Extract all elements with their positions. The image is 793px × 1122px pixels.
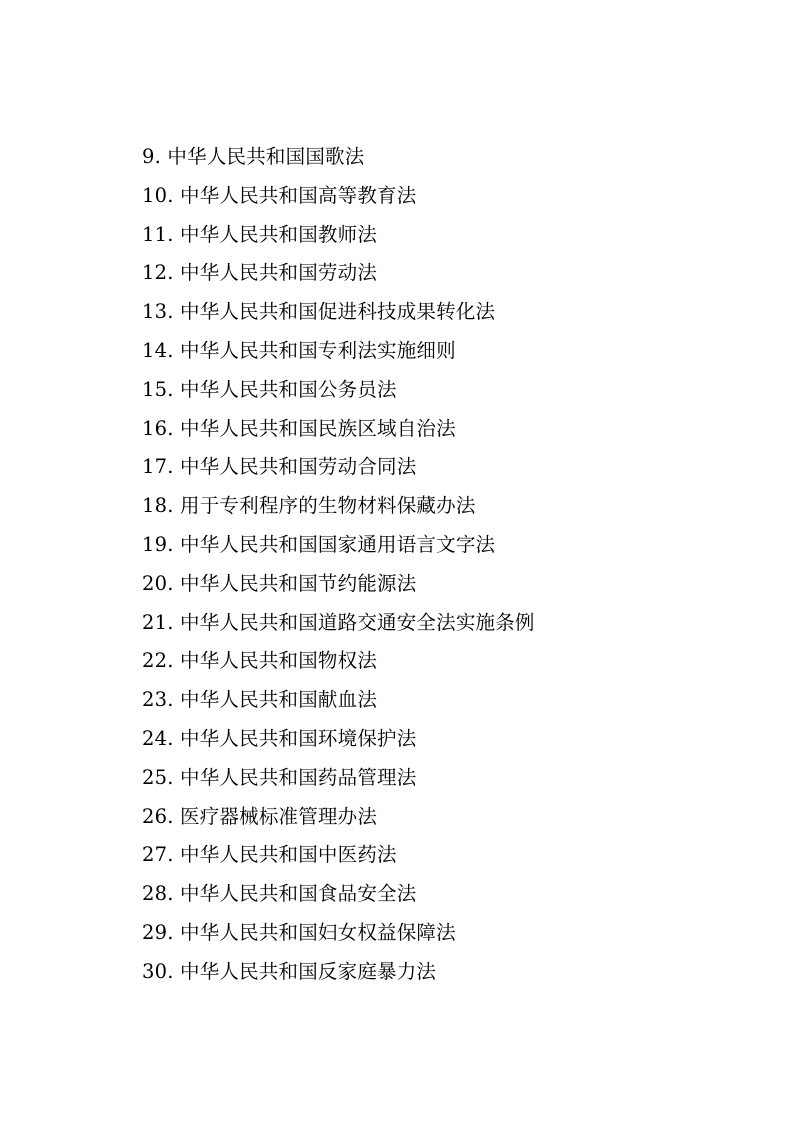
list-item-title: 中华人民共和国国歌法 <box>167 145 365 168</box>
list-item-title: 中华人民共和国劳动法 <box>180 261 378 285</box>
list-item-title: 中华人民共和国中医药法 <box>180 843 397 867</box>
list-item-title: 中华人民共和国物权法 <box>180 649 378 673</box>
list-item-number: 10. <box>142 183 174 207</box>
list-item-title: 中华人民共和国环境保护法 <box>180 726 417 750</box>
list-item <box>142 526 697 565</box>
list-item-title: 中华人民共和国专利法实施细则 <box>180 338 456 362</box>
list-item-title: 中华人民共和国国家通用语言文字法 <box>180 532 496 556</box>
list-item <box>142 216 697 255</box>
list-item-title: 中华人民共和国促进科技成果转化法 <box>180 300 496 324</box>
list-item-number: 13. <box>142 300 174 324</box>
list-item-title: 中华人民共和国妇女权益保障法 <box>180 920 456 944</box>
list-item-number: 27. <box>142 843 174 867</box>
list-item-number: 21. <box>142 610 174 634</box>
list-item-title: 中华人民共和国教师法 <box>180 222 378 246</box>
list-item <box>142 604 697 643</box>
list-item <box>142 565 697 604</box>
list-item-number: 16. <box>142 416 174 440</box>
list-item-title: 医疗器械标准管理办法 <box>180 804 378 828</box>
list-item-number: 26. <box>142 804 174 828</box>
list-item <box>142 836 697 875</box>
list-item-title: 用于专利程序的生物材料保藏办法 <box>180 494 476 518</box>
list-item <box>142 177 697 216</box>
list-item <box>142 254 697 293</box>
list-item <box>142 681 697 720</box>
list-item-number: 19. <box>142 532 174 556</box>
law-list <box>142 138 697 992</box>
list-item-number: 22. <box>142 649 174 673</box>
list-item <box>142 798 697 837</box>
list-item <box>142 448 697 487</box>
list-item <box>142 487 697 526</box>
list-item-title: 中华人民共和国药品管理法 <box>180 765 417 789</box>
list-item <box>142 720 697 759</box>
list-item-title: 中华人民共和国食品安全法 <box>180 882 417 906</box>
list-item-number: 30. <box>142 959 174 983</box>
list-item-title: 中华人民共和国高等教育法 <box>180 183 417 207</box>
list-item <box>142 875 697 914</box>
list-item-title: 中华人民共和国献血法 <box>180 688 378 712</box>
list-item-title: 中华人民共和国公务员法 <box>180 377 397 401</box>
list-item-number: 14. <box>142 338 174 362</box>
list-item-number: 20. <box>142 571 174 595</box>
list-item-title: 中华人民共和国节约能源法 <box>180 571 417 595</box>
list-item-number: 15. <box>142 377 174 401</box>
list-item-number: 29. <box>142 920 174 944</box>
list-item-number: 11. <box>142 222 174 246</box>
list-item <box>142 759 697 798</box>
list-item <box>142 371 697 410</box>
list-item <box>142 642 697 681</box>
list-item <box>142 410 697 449</box>
list-item-number: 28. <box>142 882 174 906</box>
list-item <box>142 293 697 332</box>
list-item-number: 25. <box>142 765 174 789</box>
list-item-title: 中华人民共和国民族区域自治法 <box>180 416 456 440</box>
list-item-number: 18. <box>142 494 174 518</box>
list-item-number: 17. <box>142 455 174 479</box>
list-item <box>142 138 697 177</box>
list-item-number: 23. <box>142 688 174 712</box>
list-item-title: 中华人民共和国劳动合同法 <box>180 455 417 479</box>
list-item <box>142 332 697 371</box>
list-item-title: 中华人民共和国反家庭暴力法 <box>180 959 437 983</box>
list-item <box>142 953 697 992</box>
list-item <box>142 914 697 953</box>
list-item-number: 9. <box>142 145 162 168</box>
list-item-title: 中华人民共和国道路交通安全法实施条例 <box>180 610 535 634</box>
list-item-number: 12. <box>142 261 174 285</box>
list-item-number: 24. <box>142 726 174 750</box>
